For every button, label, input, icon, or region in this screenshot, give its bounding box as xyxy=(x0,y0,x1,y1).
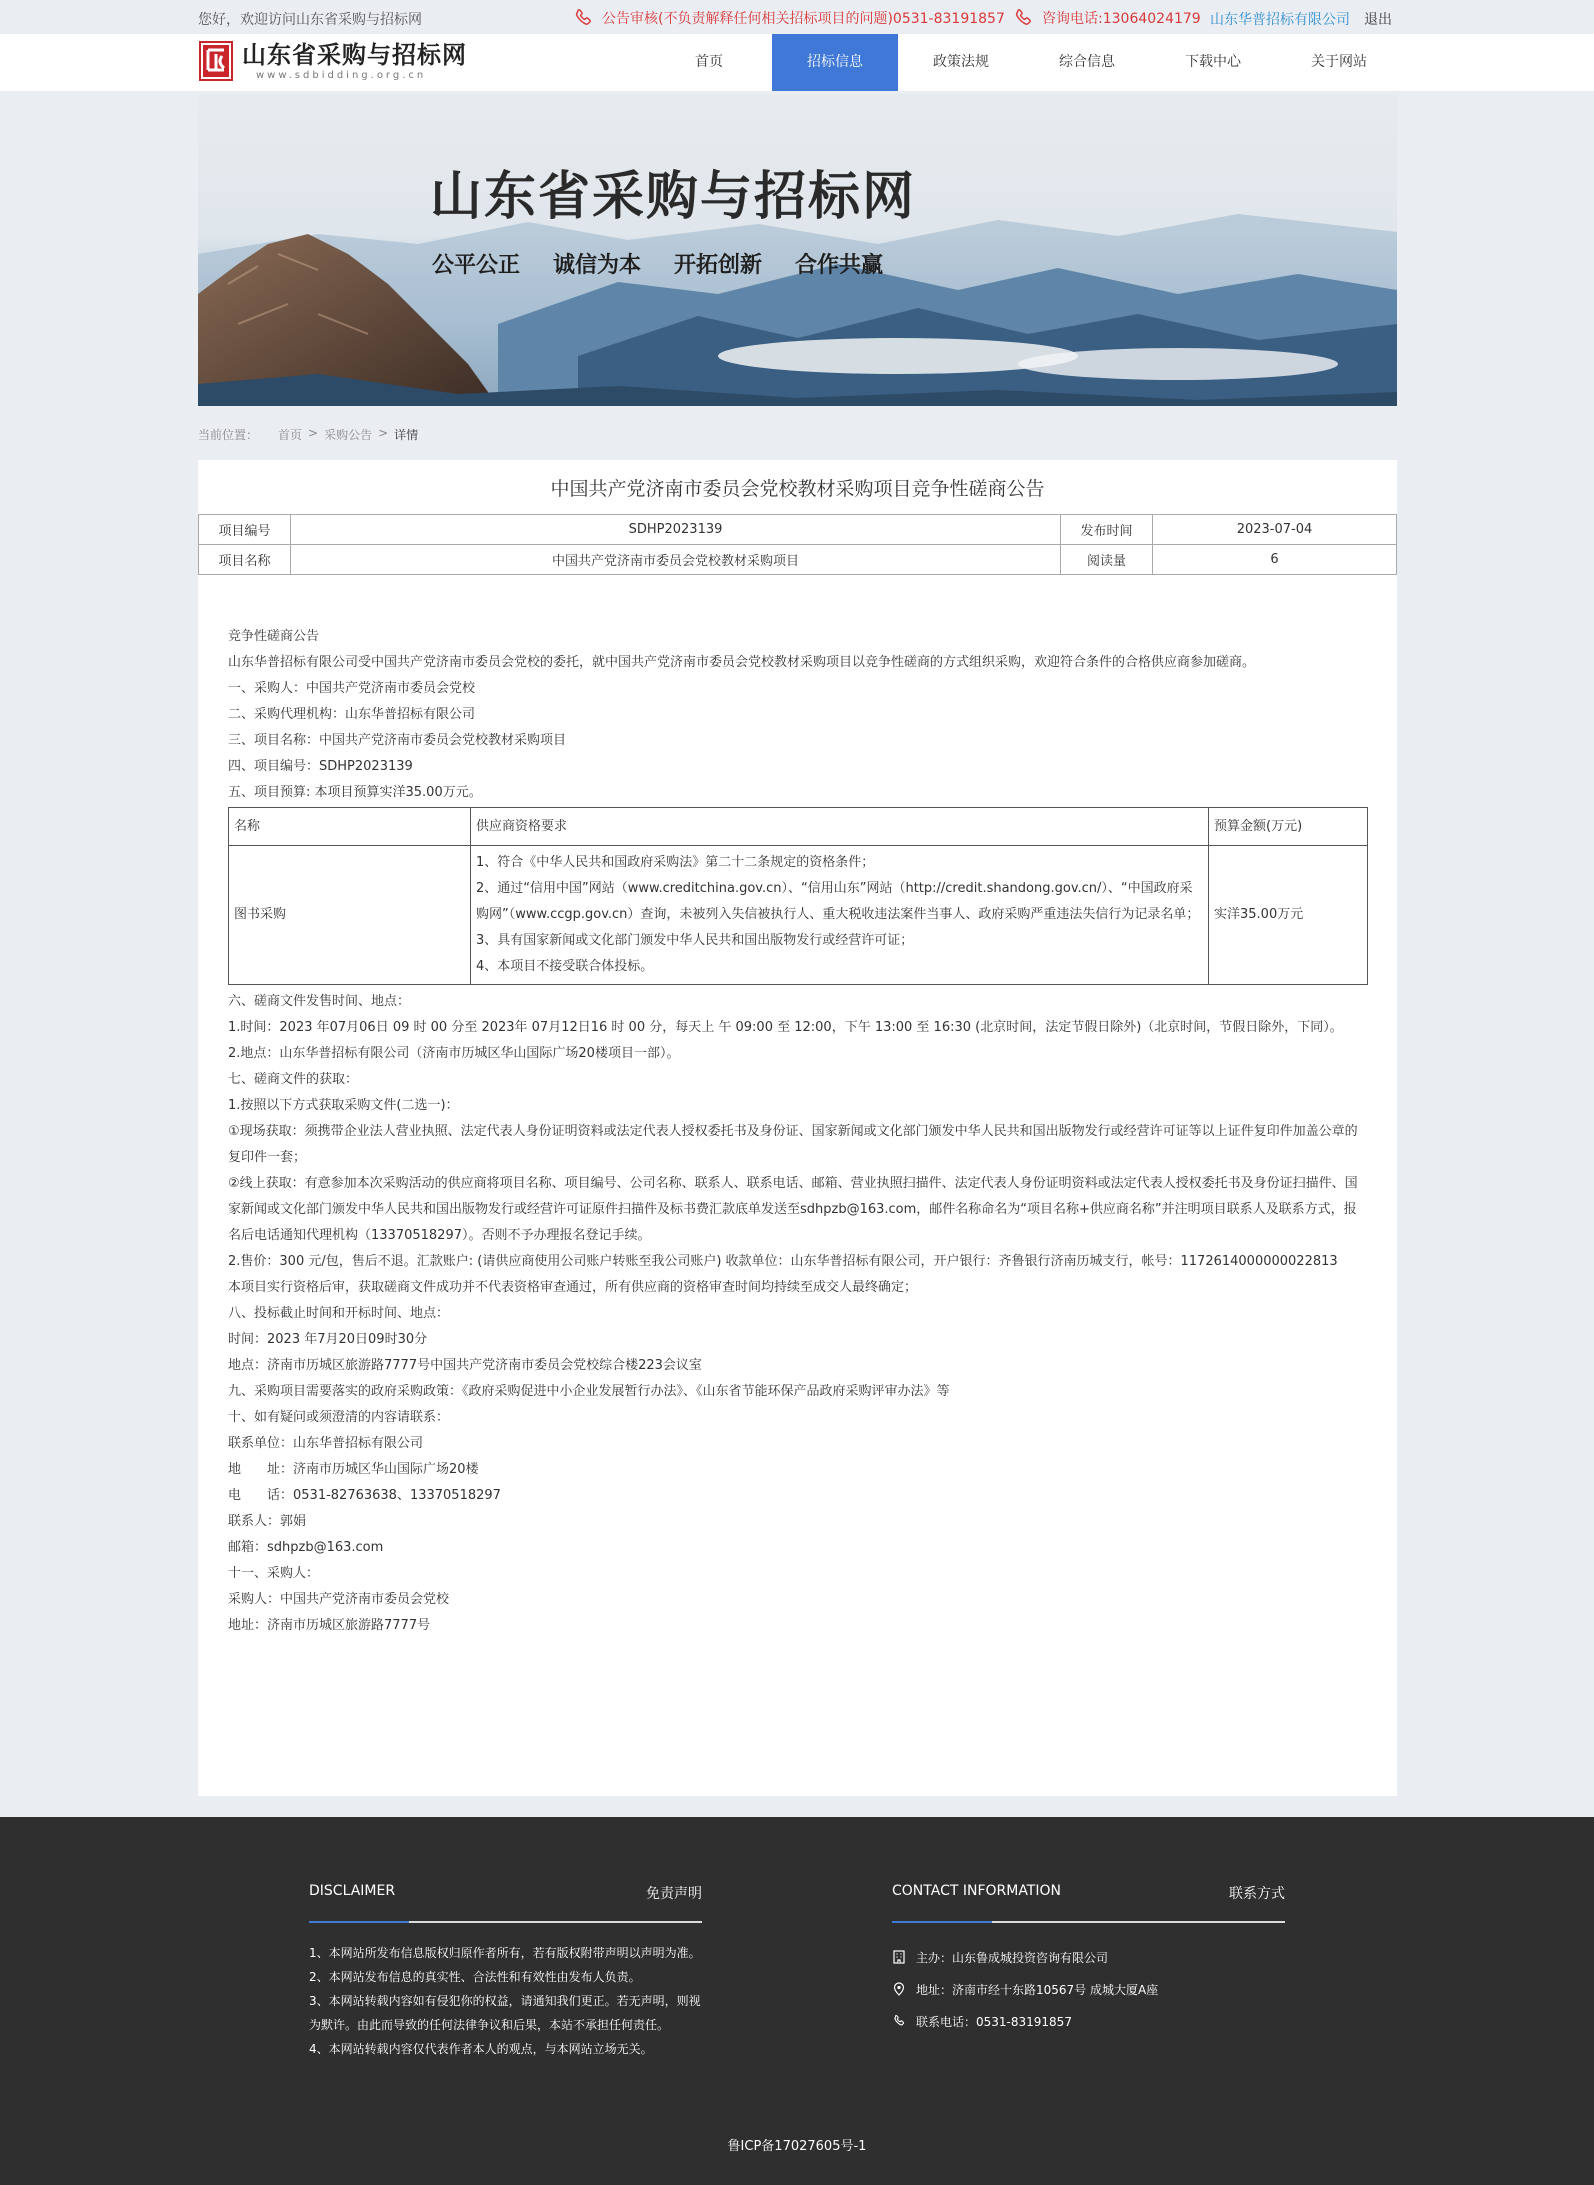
article-paragraph: 联系单位：山东华普招标有限公司 xyxy=(228,1436,424,1451)
article-paragraph: 电 话：0531-82763638、13370518297 xyxy=(228,1488,501,1503)
main-nav xyxy=(646,34,1402,91)
article-paragraph: 八、投标截止时间和开标时间、地点： xyxy=(228,1306,450,1321)
phone-icon xyxy=(1012,7,1034,29)
article-paragraph: 四、项目编号：SDHP2023139 xyxy=(228,759,413,774)
disclaimer-item: 4、本网站转载内容仅代表作者本人的观点，与本网站立场无关。 xyxy=(309,2042,653,2056)
article-paragraph: 2.地点：山东华普招标有限公司（济南市历城区华山国际广场20楼项目一部）。 xyxy=(228,1046,680,1061)
contact-title-cn: 联系方式 xyxy=(1229,1886,1285,1902)
nav-bidding-info[interactable]: 招标信息 xyxy=(772,34,898,91)
article-paragraph: 2.售价：300 元/包，售后不退。汇款账户: (请供应商使用公司账户转账至我公司账户) 收款单位：山东华普招标有限公司，开户银行：齐鲁银行济南历城支行，帐号：1172614000000022813 xyxy=(228,1254,1338,1269)
article-body xyxy=(228,624,1368,1639)
table-row xyxy=(199,515,1397,545)
nav-about[interactable]: 关于网站 xyxy=(1311,54,1367,70)
slogan: 诚信为本 xyxy=(553,252,642,278)
consult-phone xyxy=(1012,7,1201,29)
column-header: 预算金额(万元) xyxy=(1209,808,1368,846)
article-paragraph: 联系人：郭娟 xyxy=(228,1514,307,1529)
breadcrumb-current: 详情 xyxy=(394,428,419,442)
budget-amount: 实洋35.00万元 xyxy=(1209,846,1368,985)
divider xyxy=(309,1921,702,1923)
phone-icon xyxy=(572,7,594,29)
breadcrumb-label: 当前位置： xyxy=(198,428,259,442)
slogan: 公平公正 xyxy=(432,252,521,278)
top-bar xyxy=(0,0,1594,34)
logo-seal-icon xyxy=(198,40,234,82)
item-name: 图书采购 xyxy=(229,846,471,985)
info-label: 发布时间 xyxy=(1061,515,1153,545)
view-count: 6 xyxy=(1153,545,1397,575)
project-name: 中国共产党济南市委员会党校教材采购项目 xyxy=(291,545,1061,575)
article-paragraph: 山东华普招标有限公司受中国共产党济南市委员会党校的委托，就中国共产党济南市委员会党校教材采购项目以竞争性磋商的方式组织采购，欢迎符合条件的合格供应商参加磋商。 xyxy=(228,655,1256,670)
disclaimer-item: 2、本网站发布信息的真实性、合法性和有效性由发布人负责。 xyxy=(309,1970,641,1984)
building-icon xyxy=(892,1950,906,1964)
column-header: 名称 xyxy=(229,808,471,846)
article-paragraph: ②线上获取：有意参加本次采购活动的供应商将项目名称、项目编号、公司名称、联系人、联系电话、邮箱、营业执照扫描件、法定代表人身份证明资料或法定代表人授权委托书及身份证扫描件、国家新闻或文化部门颁发中华人民共和国出版物发行或经营许可证原件扫描件及标书费汇款底单发送至sdhpzb@163.com，邮件名称命名为“项目名称+供应商名称”并注明项目联系人及联系方式，报名后电话通知代理机构（13370518297）。否则不予办理报名登记手续。 xyxy=(228,1176,1358,1243)
logo-url: www.sdbidding.org.cn xyxy=(256,70,427,81)
disclaimer-item: 3、本网站转载内容如有侵犯你的权益，请通知我们更正。若无声明，则视为默许。由此而导致的任何法律争议和后果，本站不承担任何责任。 xyxy=(309,1994,701,2032)
requirements-table xyxy=(228,807,1368,985)
article-paragraph: 竞争性磋商公告 xyxy=(228,629,320,644)
phone-icon xyxy=(892,2014,906,2028)
contact-item xyxy=(892,2005,1158,2037)
requirement-item: 1、符合《中华人民共和国政府采购法》第二十二条规定的资格条件； xyxy=(476,855,875,870)
disclaimer-item: 1、本网站所发布信息版权归原作者所有，若有版权附带声明以声明为准。 xyxy=(309,1946,701,1960)
article-paragraph: 九、采购项目需要落实的政府采购政策：《政府采购促进中小企业发展暂行办法》、《山东省节能环保产品政府采购评审办法》等 xyxy=(228,1384,950,1399)
table-header-row xyxy=(229,808,1368,846)
contact-text: 地址：济南市经十东路10567号 成城大厦A座 xyxy=(916,1982,1159,1997)
nav-home[interactable]: 首页 xyxy=(695,54,723,70)
article-paragraph: 六、磋商文件发售时间、地点： xyxy=(228,994,411,1009)
disclaimer-list xyxy=(309,1941,702,2061)
article-paragraph: 七、磋商文件的获取： xyxy=(228,1072,359,1087)
info-label: 项目名称 xyxy=(199,545,291,575)
article-paragraph: 一、采购人：中国共产党济南市委员会党校 xyxy=(228,681,476,696)
site-header xyxy=(0,34,1594,91)
location-icon xyxy=(892,1982,906,1996)
breadcrumb-separator: > xyxy=(308,426,319,440)
hero-banner xyxy=(198,94,1397,406)
contact-item xyxy=(892,1941,1158,1973)
project-info-table xyxy=(198,514,1397,575)
banner-slogans xyxy=(432,248,883,279)
banner-title: 山东省采购与招标网 xyxy=(430,166,917,227)
slogan: 开拓创新 xyxy=(674,252,763,278)
disclaimer-title-cn: 免责声明 xyxy=(646,1886,702,1902)
requirement-item: 3、具有国家新闻或文化部门颁发中华人民共和国出版物发行或经营许可证； xyxy=(476,933,914,948)
contact-text: 联系电话：0531-83191857 xyxy=(916,2014,1072,2029)
table-row xyxy=(199,545,1397,575)
article-paragraph: 本项目实行资格后审，获取磋商文件成功并不代表资格审查通过，所有供应商的资格审查时间均持续至成交人最终确定； xyxy=(228,1280,918,1295)
publish-date: 2023-07-04 xyxy=(1153,515,1397,545)
requirement-item: 2、通过“信用中国”网站（www.creditchina.gov.cn）、“信用山东”网站（http://credit.shandong.gov.cn/）、“中国政府采购网”（www.ccgp.gov.cn）查询，未被列入失信被执行人、重大税收违法案件当事人、政府采购严重违法失信行为记录名单； xyxy=(476,881,1200,922)
contact-text: 主办：山东鲁成城投资咨询有限公司 xyxy=(916,1950,1109,1965)
info-label: 阅读量 xyxy=(1061,545,1153,575)
notice-phone xyxy=(572,7,1005,29)
article-paragraph: 采购人：中国共产党济南市委员会党校 xyxy=(228,1592,450,1607)
slogan: 合作共赢 xyxy=(795,252,884,278)
contact-title-en: CONTACT INFORMATION xyxy=(892,1883,1061,1899)
article-card xyxy=(198,460,1397,1796)
supplier-requirements xyxy=(471,846,1209,985)
article-paragraph: 二、采购代理机构：山东华普招标有限公司 xyxy=(228,707,476,722)
nav-downloads[interactable]: 下载中心 xyxy=(1185,54,1241,70)
article-paragraph: 1.时间：2023 年07月06日 09 时 00 分至 2023年 07月12日16 时 00 分，每天上 午 09:00 至 12:00，下午 13:00 至 16:30 (北京时间，法定节假日除外)（北京时间，节假日除外，下同）。 xyxy=(228,1020,1343,1035)
notice-text: 公告审核(不负责解释任何相关招标项目的问题)0531-83191857 xyxy=(602,11,1005,27)
company-link[interactable]: 山东华普招标有限公司 xyxy=(1210,12,1350,28)
article-paragraph: 地址：济南市历城区旅游路7777号 xyxy=(228,1618,431,1633)
article-paragraph: 地 址：济南市历城区华山国际广场20楼 xyxy=(228,1462,479,1477)
article-paragraph: 时间：2023 年7月20日09时30分 xyxy=(228,1332,428,1347)
breadcrumb-separator: > xyxy=(378,426,389,440)
contact-list xyxy=(892,1941,1158,2037)
column-header: 供应商资格要求 xyxy=(471,808,1209,846)
disclaimer-heading xyxy=(309,1883,702,1903)
article-paragraph: 十一、采购人： xyxy=(228,1566,320,1581)
consult-text: 咨询电话:13064024179 xyxy=(1042,11,1201,27)
welcome-text: 您好，欢迎访问山东省采购与招标网 xyxy=(198,12,422,28)
divider xyxy=(892,1921,1285,1923)
nav-general-info[interactable]: 综合信息 xyxy=(1059,54,1115,70)
site-footer xyxy=(0,1817,1594,2185)
breadcrumb xyxy=(198,426,418,443)
logo-title: 山东省采购与招标网 xyxy=(242,40,467,69)
contact-heading xyxy=(892,1883,1285,1903)
breadcrumb-home[interactable]: 首页 xyxy=(278,428,303,442)
logout-link[interactable]: 退出 xyxy=(1364,12,1392,28)
article-paragraph: 地点：济南市历城区旅游路7777号中国共产党济南市委员会党校综合楼223会议室 xyxy=(228,1358,702,1373)
disclaimer-title-en: DISCLAIMER xyxy=(309,1883,396,1899)
article-paragraph: 邮箱：sdhpzb@163.com xyxy=(228,1540,384,1555)
contact-item xyxy=(892,1973,1158,2005)
article-paragraph: 五、项目预算: 本项目预算实洋35.00万元。 xyxy=(228,785,482,800)
article-paragraph: ①现场获取：须携带企业法人营业执照、法定代表人身份证明资料或法定代表人授权委托书及身份证、国家新闻或文化部门颁发中华人民共和国出版物发行或经营许可证等以上证件复印件加盖公章的复印件一套； xyxy=(228,1124,1358,1165)
info-label: 项目编号 xyxy=(199,515,291,545)
icp-record[interactable]: 鲁ICP备17027605号-1 xyxy=(727,2139,867,2154)
requirement-item: 4、本项目不接受联合体投标。 xyxy=(476,959,654,974)
article-paragraph: 十、如有疑问或须澄清的内容请联系： xyxy=(228,1410,450,1425)
breadcrumb-announcements[interactable]: 采购公告 xyxy=(324,428,373,442)
article-paragraph: 1.按照以下方式获取采购文件(二选一)： xyxy=(228,1098,459,1113)
nav-policy[interactable]: 政策法规 xyxy=(933,54,989,70)
page-title: 中国共产党济南市委员会党校教材采购项目竞争性磋商公告 xyxy=(550,478,1045,500)
table-row xyxy=(229,846,1368,985)
article-paragraph: 三、项目名称：中国共产党济南市委员会党校教材采购项目 xyxy=(228,733,567,748)
project-code: SDHP2023139 xyxy=(291,515,1061,545)
site-logo[interactable] xyxy=(198,40,467,82)
